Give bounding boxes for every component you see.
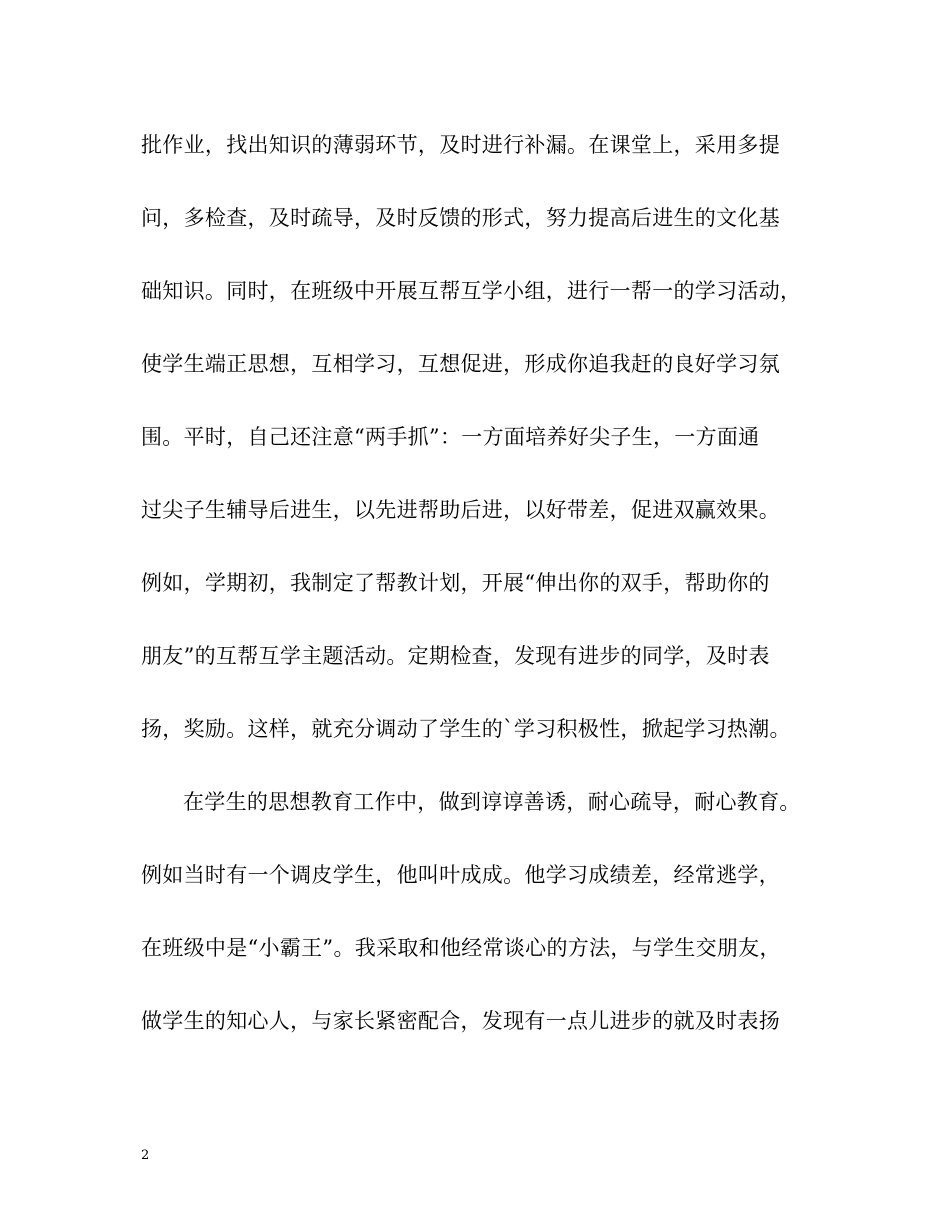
text-line: 使学生端正思想，互相学习，互想促进，形成你追我赶的良好学习氛 (141, 352, 780, 376)
text-line: 批作业，找出知识的薄弱环节，及时进行补漏。在课堂上，采用多提 (141, 133, 780, 157)
text-line: 过尖子生辅导后进生，以先进帮助后进，以好带差，促进双赢效果。 (141, 498, 780, 522)
text-line: 朋友”的互帮互学主题活动。定期检查，发现有进步的同学，及时表 (141, 644, 770, 668)
paragraph-first-line: 在学生的思想教育工作中，做到谆谆善诱，耐心疏导，耐心教育。 (183, 790, 801, 814)
text-line: 围。平时，自己还注意“两手抓”：一方面培养好尖子生，一方面通 (141, 425, 760, 449)
text-line: 做学生的知心人，与家长紧密配合，发现有一点儿进步的就及时表扬 (141, 1009, 780, 1033)
text-line: 扬，奖励。这样，就充分调动了学生的`学习积极性，掀起学习热潮。 (141, 717, 791, 741)
text-line: 在班级中是“小霸王”。我采取和他经常谈心的方法，与学生交朋友， (141, 936, 781, 960)
text-line: 问，多检查，及时疏导，及时反馈的形式，努力提高后进生的文化基 (141, 206, 780, 230)
text-line: 例如，学期初，我制定了帮教计划，开展“伸出你的双手，帮助你的 (141, 571, 770, 595)
body-text (141, 122, 821, 1071)
page-number: 2 (141, 1148, 150, 1163)
text-line: 例如当时有一个调皮学生，他叫叶成成。他学习成绩差，经常逃学， (141, 863, 780, 887)
text-line: 础知识。同时，在班级中开展互帮互学小组，进行一帮一的学习活动， (141, 279, 802, 303)
